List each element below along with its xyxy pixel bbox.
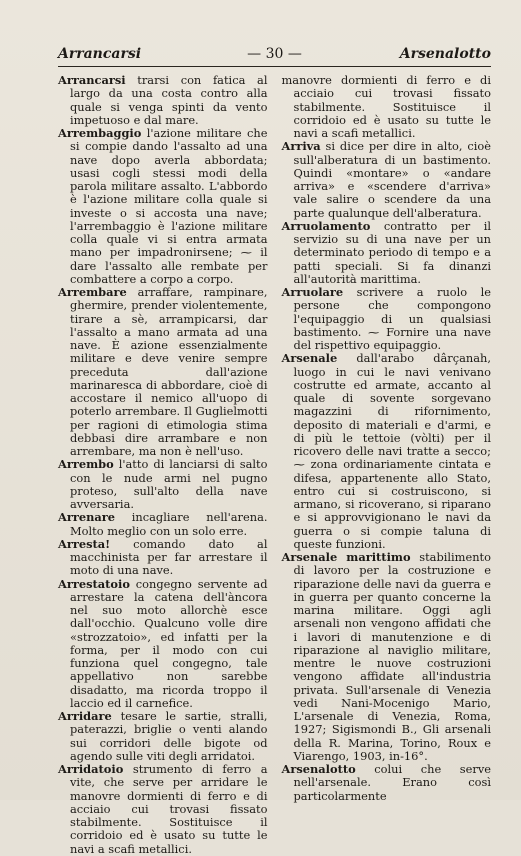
header-right-guideword: Arsenalotto [399, 46, 491, 62]
dictionary-entry [58, 538, 268, 578]
entry-term: Arridatoio [58, 762, 124, 776]
entry-definition: l'azione militare che si compie dando l'assalto ad una nave dopo averla abbordata; usasi cogli stessi modi della parola militare assalto. L'abbordo è l'azione militare colla quale si investe o si accosta una nave; l'arrembaggio è l'azione militare colla quale vi si entra armata mano per impadronirsene; ⁓ il dare l'assalto alle rembate per combattere a corpo a corpo. [70, 126, 268, 286]
entry-definition: incagliare nell'arena. Molto meglio con un solo erre. [70, 510, 268, 538]
header-left-guideword: Arrancarsi [58, 46, 142, 62]
entry-term: Arruolare [281, 285, 344, 299]
dictionary-entry [282, 74, 492, 140]
entry-definition: trarsi con fatica al largo da una costa contro alla quale si venga spinti da vento impetuoso e dal mare. [70, 73, 268, 127]
dictionary-entry [58, 578, 268, 711]
entry-term: Arruolamento [281, 218, 371, 233]
entry-definition: congegno servente ad arrestare la catena dell'àncora nel suo moto allorchè esce dall'occhio. Qualcuno volle dire «strozzatoio», ed infatti per la forma, per il modo con cui funziona quel congegno, tale appellativo non sarebbe disadatto, ma ricorda troppo il laccio ed il carnefice. [70, 576, 268, 710]
entry-term: Arrembo [58, 457, 114, 472]
dictionary-entry [282, 220, 492, 286]
dictionary-entry [58, 763, 268, 856]
text-columns [58, 73, 491, 856]
entry-definition: strumento di ferro a vite, che serve per arridare le manovre dormienti di ferro e di acciaio cui trovasi fissato stabilmente. Sostituisce il corridoio ed è usato su tutte le navi a scafi metallici. [70, 762, 268, 856]
entry-definition: si dice per dire in alto, cioè sull'alberatura di un bastimento. Quindi «montare» o «andare arriva» e «scendere d'arriva» vale salire o scendere da una parte qualunque dell'alberatura. [293, 139, 491, 220]
entry-term: Arrenare [58, 510, 115, 525]
entry-term: Arsenalotto [281, 762, 356, 776]
entry-term: Arresta! [58, 536, 111, 551]
entry-term: Arsenale [281, 351, 338, 366]
entry-definition: l'atto di lanciarsi di salto con le nude armi nel pugno proteso, sull'alto della nave avversaria. [70, 457, 268, 511]
entry-term: Arridare [58, 709, 112, 723]
entry-definition: scrivere a ruolo le persone che compongono l'equipaggio di un qualsiasi bastimento. ⁓ Fornire una nave del rispettivo equipaggio. [293, 285, 491, 352]
dictionary-entry [58, 710, 268, 763]
page-number: — 30 — [247, 46, 302, 62]
entry-term: Arriva [281, 139, 321, 154]
entry-term: Arrancarsi [58, 73, 126, 87]
dictionary-entry [282, 352, 492, 551]
dictionary-entry [58, 127, 268, 286]
entry-definition: stabilimento di lavoro per la costruzione e riparazione delle navi da guerra e in guerra per quanto concerne la marina militare. Oggi agli arsenali non vengono affidati che i lavori di manutenzione e di riparazione al naviglio militare, mentre le nuove costruzioni vengono affidate all'industria privata. Sull'arsenale di Venezia vedi Nani-Mocenigo Mario, L'arsenale di Venezia, Roma, 1927; Sigismondi B., Gli arsenali della R. Marina, Torino, Roux e Viarengo, 1903, in-16°. [293, 550, 491, 763]
dictionary-entry [58, 458, 268, 511]
left-column [58, 73, 268, 856]
dictionary-entry [58, 286, 268, 458]
entry-definition: tesare le sartie, stralli, paterazzi, briglie o venti alando sui corridori delle bigote od agendo sulle viti degli arridatoi. [70, 709, 268, 763]
entry-definition: contratto per il servizio su di una nave per un determinato periodo di tempo e a patti speciali. Si fa dinanzi all'autorità marittima. [293, 218, 491, 286]
entry-term: Arrembare [58, 285, 127, 299]
entry-term: Arrestatoio [58, 576, 130, 591]
dictionary-entry [58, 74, 268, 127]
entry-definition: arraffare, rampinare, ghermire, prender violentemente, tirare a sè, arrampicarsi, dar l'assalto a mano armata ad una nave. È azione essenzialmente militare e deve venire sempre preceduta dall'azione marinaresca di abbordare, cioè di accostare il nemico all'uopo di poterlo arrembare. Il Guglielmotti per ragioni di etimologia stima debbasi dire arrambare e non arrembare, ma non è nell'uso. [70, 285, 268, 458]
entry-term: Arrembaggio [58, 126, 142, 140]
dictionary-entry [58, 511, 268, 538]
entry-definition: dall'arabo dârçanah, luogo in cui le navi venivano costrutte ed armate, accanto al quale di sovente sorgevano magazzini di rifornimento, deposito di materiali e d'armi, e di più le tettoie (vòlti) per il ricovero delle navi tratte a secco; ⁓ zona ordinariamente cintata e difesa, appartenente allo Stato, entro cui si costruiscono, si armano, si ricoverano, si riparano e si approvvigionano le navi da guerra o si compie taluna di queste funzioni. [293, 351, 491, 551]
dictionary-entry [282, 140, 492, 220]
dictionary-entry [282, 763, 492, 803]
entry-term: Arsenale marittimo [281, 550, 411, 564]
entry-definition: manovre dormienti di ferro e di acciaio cui trovasi fissato stabilmente. Sostituisce il corridoio ed è usato su tutte le navi a scafi metallici. [281, 73, 491, 140]
dictionary-entry [282, 551, 492, 763]
dictionary-entry [282, 286, 492, 352]
entry-definition: comando dato al macchinista per far arrestare il moto di una nave. [70, 536, 268, 578]
running-header [58, 44, 491, 67]
entry-definition: colui che serve nell'arsenale. Erano così particolarmente [293, 762, 491, 803]
right-column [281, 73, 492, 803]
